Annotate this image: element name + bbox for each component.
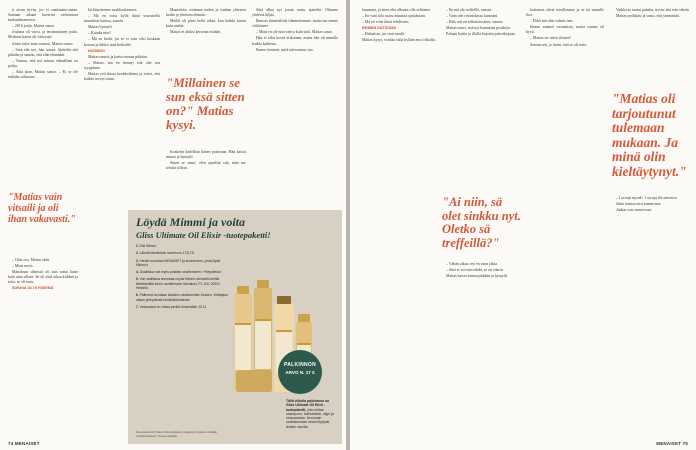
right-pull-quote-2: "Matias oli tarjoutunut tulemaan mukaan. Ja minä olin kieltäytynyt." [612,91,687,179]
paragraph: – Olisi osa, Matias sääti. [12,258,51,262]
paragraph: hottomat olivat toisillemme ja se toi minulle iloa. [526,8,604,18]
paragraph: Matias nyökkäsi ja sanoi, että ymmärtää. [616,14,680,19]
step-number: 1. [136,244,139,248]
right-column-4 [612,8,690,88]
step-number: 5. [136,277,139,282]
paragraph: Kosketin kädelläni hänen poskeaan. Hän katsoi minua ja hymyili. [166,150,246,160]
paragraph: kå kitaristenne suuhkoskiennes. [88,8,138,12]
contest-steps [136,244,228,312]
step-text: Etsi Mimmi. [139,244,157,248]
left-column-3-continued [166,150,246,206]
paragraph: – Matias on sitten iloinen! [530,36,571,41]
paragraph: Emme saaneet vastauksia, mutta suunta oli hyvä. [526,25,604,35]
paragraph: – En vain silti osaisi muuttaa ajatuksiani. [362,14,426,19]
paragraph: – Minä myös. [12,264,34,269]
left-column-1-continued [8,258,78,438]
right-column-4-continued [612,196,690,436]
paragraph: – En mä ole treffeillä, sanoin. [446,8,493,12]
right-column-3 [526,8,604,438]
step-text: Viestin muotoksi MENAISET ja sivunumero, josta löysit Mimmin. [136,258,220,267]
paragraph: – Vähän aikaa, nyt en vaan jaksa. [446,262,498,266]
paragraph: Muutettiin, ostimme uuden ja vanhan yhteisen kodin ja yhteisen elämän. [166,8,246,18]
paragraph: – Matias, mä en tiennyt että olet sen tyyppinen. [84,60,160,70]
left-column-3 [166,8,246,68]
paragraph: Sitten se sanoi: olen ajatellut sitä, mitä me tehtiin silloin. [166,161,246,171]
left-pull-quote-2: "Millainen se sun eksä sitten on?" Matias kysyi. [166,75,245,132]
contest-step [136,277,228,290]
product-caption [286,399,336,429]
paragraph: Sanoin sen, ja tiesin, että se oli totta. [530,42,587,47]
step-text: Palkinnot arvotaan kaikkien vastanneiden kesken. Voittajaan ollaan yhteydessä henkilökohtaisesti. [136,293,229,302]
contest-step [136,244,228,248]
contest-step [136,270,228,274]
hair-mask-jar [236,370,272,392]
step-number: 7. [136,304,139,309]
paragraph: – Vaan olet ravintolassa kanssani. [446,14,499,19]
right-column-1 [358,8,436,438]
paragraph: – I accept myself. I accept the universe. [616,196,678,200]
paragraph: Matias nauroi ja katsoi minua pitkään. [88,54,148,59]
contest-fine-print: Numeroissa 4/17 olleen Mimmi-kilpailun voittajat on ilmoitettu voittajille henkilökohtaisesti. Onnea voittajille! [136,431,217,438]
contest-box [128,210,342,444]
step-number: 2. [136,251,139,256]
contest-title: Löydä Mimmi ja voita [136,215,245,229]
step-number: 6. [136,293,139,298]
paragraph: Jotain tulee aina vastaan, Matias sanoo. [12,41,74,46]
paragraph: ti aivan hyvin, jos ei vaatimatto-maan. Samaan aikaan kaverini varhemmat makuuhuoneessa. [8,8,78,23]
article-signoff: Jatkuu ensi numerossa. [616,208,653,213]
paragraph: – Kuinka niin? [88,31,112,36]
paragraph: Matias sanoi, että nyt kannattaa pysähtyä. [446,26,511,31]
paragraph: Palasin kotiin ja illalla kirjoitin päiväkirjaan. [446,32,516,37]
prize-value: ARVO N. 17 € [285,370,315,375]
paragraph: hanneani, ja siten olin alkanut olla sellainen. [362,8,432,12]
paragraph: Ihmiset ihmettelivät tilannettamme, mutta me emme välittäneet. [252,19,338,29]
contest-step [136,259,228,268]
right-column-2 [442,8,520,188]
paragraph: – Ehkä mä olen valmis taas. [530,19,574,24]
paragraph: Meillä oli pieni hetki aikaa, kun kaikki tuntui kuin unelta. [166,19,246,29]
paragraph: Vaikka se tuntui pahalta, tiesin, että tein oikein. [616,8,690,12]
step-number: 4. [136,270,139,275]
paragraph: Hän ei ollut kovin erikoinen, mutta hän oli minulle kaikki kaikessa. [252,36,338,46]
caption-rest: jota voittaa shampoon, hoitoaineen, öljyn ja hiusnaamion. Arvonnan osallistumisen ehdot löytyvät lehden sivuilta. [286,407,334,429]
caption-lead: Tällä viikolla palkintona on Gliss Ultimate Oil Elixir -tuotepaketti, [286,399,330,412]
step-text: Osallistua voit myös postitse osoitteeseen: Yhteystiedot. [139,270,222,275]
paragraph: – Mä en voisi ikinä tehdä niin. [362,20,410,25]
paragraph: Matias veti ilmaa keuhkoihinsa ja totesi, että kaikki on nyt toisin. [84,72,160,82]
paragraph: – Haluaisin, jos sinä vaadit. [362,32,406,37]
paragraph: – Hah, mä en sellaisiin taivu, sanoin. [446,20,504,25]
paragraph: Jatka tarinaa ensi numerossa. [616,202,662,207]
paragraph: Matias katsoi minua pitkään ja hymyili. [446,274,508,279]
right-pull-quote-1: "Ai niin, sä olet sinkku nyt. Oletko sä treffeillä?" [442,195,521,250]
paragraph: Matias ei aluksi kertonut mitään. [170,30,222,35]
paragraph: Matias kysyi, voisiko tulla kylään ensi viikolla. [362,38,436,43]
prize-badge [278,350,322,394]
contest-step [136,293,228,302]
step-text: Voit osallistua arvontaan myös Mimmi-nimisellä kortilla lähettämällä kortin osoitteeseen Menaiset, PL 100, 00002 Helsinki. [136,277,220,291]
paragraph: – Aika pian, Matias sanoo. – Ei se ole mikään salaisuus. [8,70,78,80]
step-number: 3. [136,258,139,263]
paragraph: – Mä en voisi kyllä ikinä seurustella muusikon kanssa, sanoin. [84,14,160,24]
paragraph: – Mä en kestä, jos se ei vain olisi koskaan kotona ja lähtisi aina keikoille. [84,37,160,47]
subheading: HUOMIOI [88,48,105,53]
paragraph: – Tuntuu, että nyt minun elämälläni on pohja. [8,58,78,68]
right-page-folio: MENAISET 75 [656,441,688,446]
paragraph: – Minä en ole niin vahva kuin sinä, Matias sanoi. [256,30,333,35]
paragraph: – Sinä elät nyt, hän toteaa. Ajattelin sitä pitkään ja sanoin, että elän elämääni. [8,47,78,57]
paragraph: – Sinä et voi niin tehdä, se on väärin. [446,268,504,273]
left-pull-quote-1: "Matias vain vitsaili ja oli ihan vakavasti." [8,192,76,225]
step-text: Vastaukset on oltava perillä viimeistään 20.11. [139,304,207,309]
right-column-2-continued [442,262,520,438]
contest-subtitle: Gliss Ultimate Oil Elixir -tuotepaketti! [136,230,271,240]
subheading: EMMEN KATSOMA [362,26,397,31]
left-magazine-page [0,0,346,450]
paragraph: Siitä alkoi nyt jotain uutta, ajattelin. Olimme yhdessä hiljaa. [252,8,338,18]
right-magazine-page [350,0,696,450]
left-column-4 [252,8,338,206]
prize-label: PALKINNON [283,362,317,368]
left-page-folio: 74 MENAISET [8,441,40,446]
paragraph: Emme tienneet, mitä tulevaisuus tuo. [256,47,314,52]
paragraph: Matias hymyili. [88,25,113,30]
contest-step [136,251,228,255]
paragraph: Jouluna oli vuosi, ja ensimmäinen joulu. Moderni kaaos oli väistynyt. [8,30,78,40]
step-text: Lähetä tekstiviesti numeroon 173175. [139,251,195,256]
paragraph: Matiaksen silmissä oli taas sama katse kuin aina silloin. Se oli yhtä aikaa kiihkeä ja totta, se oli tuttu. [8,270,78,285]
contest-step [136,305,228,309]
paragraph: – 2016 joulu, Matias sanoo. [12,24,56,29]
subheading: SUKKIA OLI KYSEENÄ [12,286,54,291]
